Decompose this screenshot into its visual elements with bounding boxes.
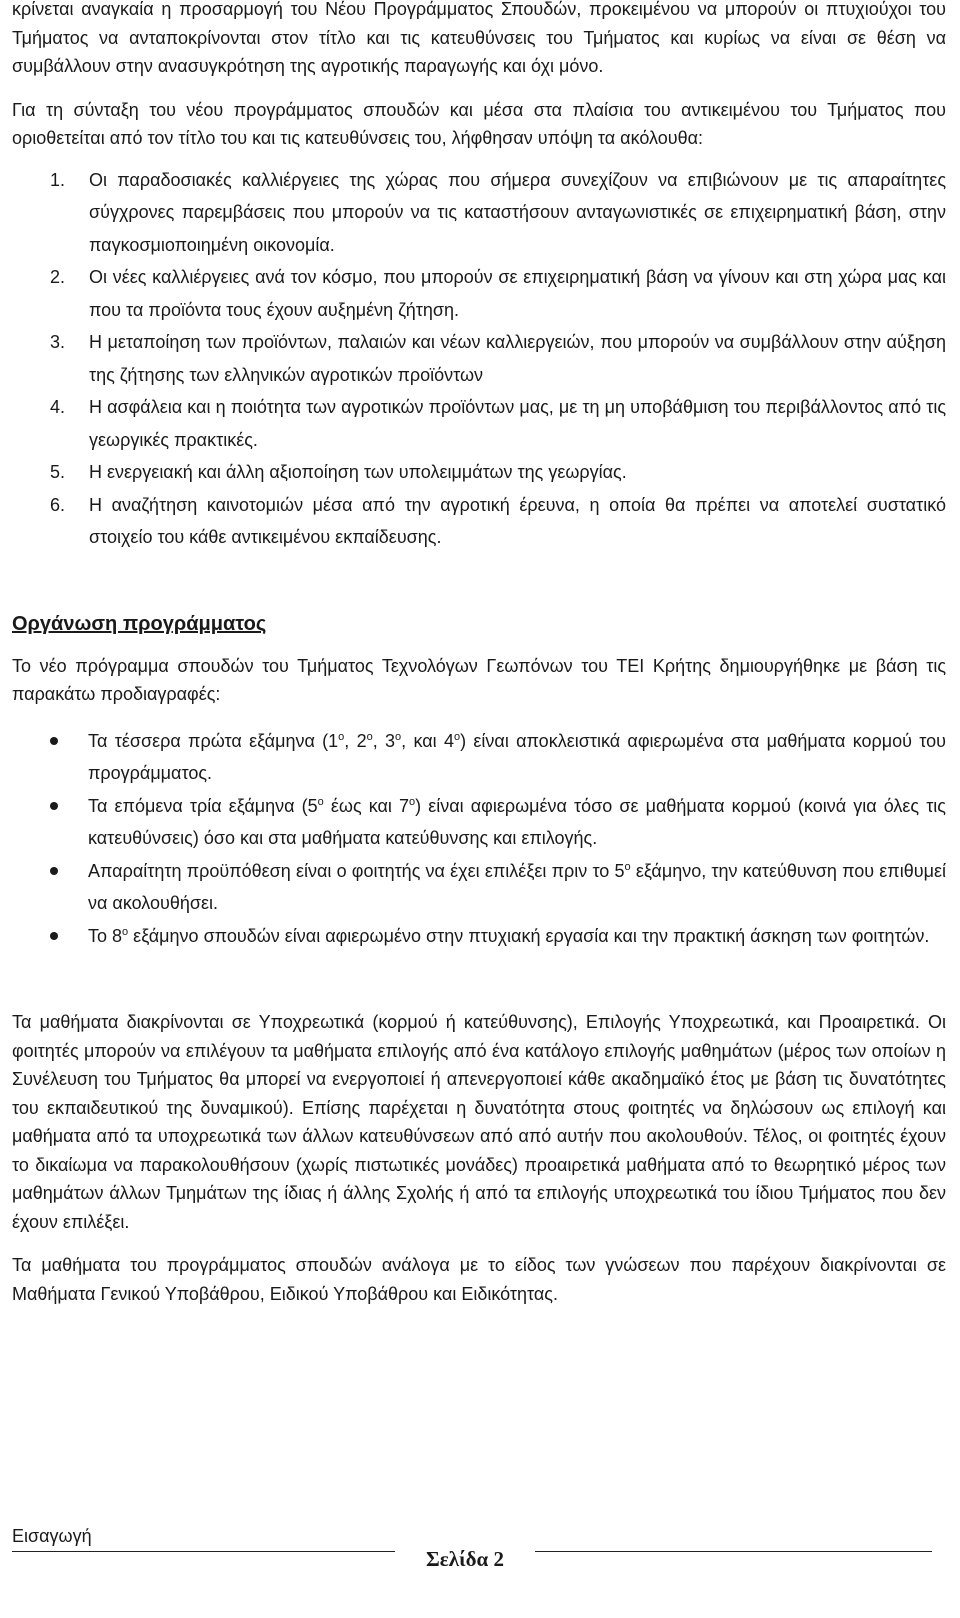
bullet-text: Απαραίτητη προϋπόθεση είναι ο φοιτητής να έχει επιλέξει πριν το 5 (88, 860, 625, 881)
ordinal-mark: ο (624, 860, 631, 873)
bullet-icon (50, 867, 58, 875)
bullet-text: ) είναι αποκλειστικά αφιερωμένα στα μαθήματα κορμού του προγράμματος. (88, 730, 946, 783)
criteria-intro-paragraph: Για τη σύνταξη του νέου προγράμματος σπουδών και μέσα στα πλαίσια του αντικειμένου του Τμήματος που οριοθετείται από τον τίτλο του και τις κατευθύνσεις του, λήφθησαν υπόψη τα ακόλουθα: (12, 99, 946, 148)
specification-item (12, 790, 946, 855)
organization-intro-paragraph: Το νέο πρόγραμμα σπουδών του Τμήματος Τεχνολόγων Γεωπόνων του ΤΕΙ Κρήτης δημιουργήθηκε με βάση τις παρακάτω προδιαγραφές: (12, 655, 946, 704)
ordinal-mark: ο (395, 730, 402, 743)
intro-paragraph: κρίνεται αναγκαία η προσαρμογή του Νέου Προγράμματος Σπουδών, προκειμένου να μπορούν οι πτυχιούχοι του Τμήματος να ανταποκρίνονται στον τίτλο και τις κατευθύνσεις του Τμήματος και κυρίως να είναι σε θέση να συμβάλλουν στην ανασυγκρότηση της αγροτικής παραγωγής και όχι μόνο. (12, 0, 946, 76)
courses-paragraph: Τα μαθήματα διακρίνονται σε Υποχρεωτικά (κορμού ή κατεύθυνσης), Επιλογής Υποχρεωτικά, και Προαιρετικά. Οι φοιτητές μπορούν να επιλέγουν τα μαθήματα επιλογής από ένα κατάλογο επιλογής μαθημάτων (μέρος των οποίων η Συνέλευση του Τμήματος θα μπορεί να ενεργοποιεί ή απενεργοποιεί κάθε ακαδημαϊκό έτος με βάση τις δυνατότητες του εκπαιδευτικού της δυναμικού). Επίσης παρέχεται η δυνατότητα στους φοιτητές να δηλώσουν ως επιλογή και μαθήματα από τα υποχρεωτικά των άλλων κατευθύνσεων από από αυτήν που ακολουθούν. Τέλος, οι φοιτητές έχουν το δικαίωμα να παρακολουθήσουν (χωρίς πιστωτικές μονάδες) προαιρετικά μαθήματα από το θεωρητικό μέρος των μαθημάτων άλλων Τμημάτων της ίδιας ή άλλης Σχολής ή από τα επιλογής υποχρεωτικά του ίδιου Τμήματος που δεν έχουν επιλέξει. (12, 1012, 946, 1232)
ordinal-mark: ο (409, 795, 416, 808)
criteria-list-item (12, 391, 946, 456)
bullet-text: Τα τέσσερα πρώτα εξάμηνα (1 (88, 730, 339, 751)
bullet-icon (50, 737, 58, 745)
bullet-text: , 2 (344, 730, 367, 751)
list-number: 2. (50, 267, 66, 287)
bullet-text: Τα επόμενα τρία εξάμηνα (5 (88, 795, 318, 816)
list-item-text: Οι νέες καλλιέργειες ανά τον κόσμο, που μπορούν σε επιχειρηματική βάση να γίνουν και στη χώρα μας και που τα προϊόντα τους έχουν αυξημένη ζήτηση. (89, 267, 946, 320)
specification-item (12, 725, 946, 790)
bullet-text: εξάμηνο σπουδών είναι αφιερωμένο στην πτυχιακή εργασία και την πρακτική άσκηση των φοιτητών. (128, 925, 930, 946)
list-number: 3. (50, 332, 66, 352)
page-number: Σελίδα 2 (395, 1544, 535, 1574)
list-item-text: Οι παραδοσιακές καλλιέργειες της χώρας που σήμερα συνεχίζουν να επιβιώνουν με τις απαραίτητες σύγχρονες παρεμβάσεις που μπορούν να τις καταστήσουν ανταγωνιστικές σε επιχειρηματική βάση, στην παγκοσμιοποιημένη οικονομία. (89, 169, 946, 255)
ordinal-mark: ο (338, 730, 345, 743)
bullet-icon (50, 802, 58, 810)
list-item-text: Η αναζήτηση καινοτομιών μέσα από την αγροτική έρευνα, η οποία θα πρέπει να αποτελεί συστατικό στοιχείο του κάθε αντικειμένου εκπαίδευσης. (89, 494, 946, 547)
criteria-list-item (12, 261, 946, 326)
ordinal-mark: ο (122, 925, 129, 938)
bullet-text: Το 8 (88, 925, 123, 946)
criteria-list (12, 164, 946, 554)
bullet-text: ) είναι αφιερωμένα τόσο σε μαθήματα κορμού (κοινά για όλες τις κατευθύνσεις) όσο και στα μαθήματα κατεύθυνσης και επιλογής. (88, 795, 946, 848)
bullet-text: , και 4 (401, 730, 454, 751)
ordinal-mark: ο (317, 795, 324, 808)
bullet-icon (50, 932, 58, 940)
section-heading: Οργάνωση προγράμματος (12, 612, 267, 635)
list-number: 6. (50, 494, 66, 515)
list-number: 4. (50, 397, 66, 417)
ordinal-mark: ο (453, 730, 461, 743)
ordinal-mark: ο (366, 730, 373, 743)
specification-item (12, 920, 946, 953)
criteria-list-item (12, 164, 946, 262)
list-item-text: Η μεταποίηση των προϊόντων, παλαιών και νέων καλλιεργειών, που μπορούν να συμβάλλουν στην αύξηση της ζήτησης των ελληνικών αγροτικών προϊόντων (89, 332, 946, 385)
footer-section-label: Εισαγωγή (12, 1526, 92, 1546)
bullet-text: έως και 7 (323, 795, 410, 816)
bullet-text: , 3 (372, 730, 396, 751)
criteria-list-item (12, 456, 946, 489)
criteria-list-item (12, 326, 946, 391)
list-number: 1. (50, 169, 66, 190)
list-number: 5. (50, 462, 66, 482)
specification-item (12, 855, 946, 920)
specifications-list (12, 725, 946, 953)
bullet-text: εξάμηνο, την κατεύθυνση που επιθυμεί να ακολουθήσει. (88, 860, 946, 913)
categories-paragraph: Τα μαθήματα του προγράμματος σπουδών ανάλογα με το είδος των γνώσεων που παρέχουν διακρίνονται σε Μαθήματα Γενικού Υποβάθρου, Ειδικού Υποβάθρου και Ειδικότητας. (12, 1255, 946, 1304)
criteria-list-item (12, 489, 946, 554)
list-item-text: Η ενεργειακή και άλλη αξιοποίηση των υπολειμμάτων της γεωργίας. (89, 462, 627, 482)
document-page (12, 0, 946, 1308)
list-item-text: Η ασφάλεια και η ποιότητα των αγροτικών προϊόντων μας, με τη μη υποβάθμιση του περιβάλλοντος από τις γεωργικές πρακτικές. (89, 397, 946, 450)
